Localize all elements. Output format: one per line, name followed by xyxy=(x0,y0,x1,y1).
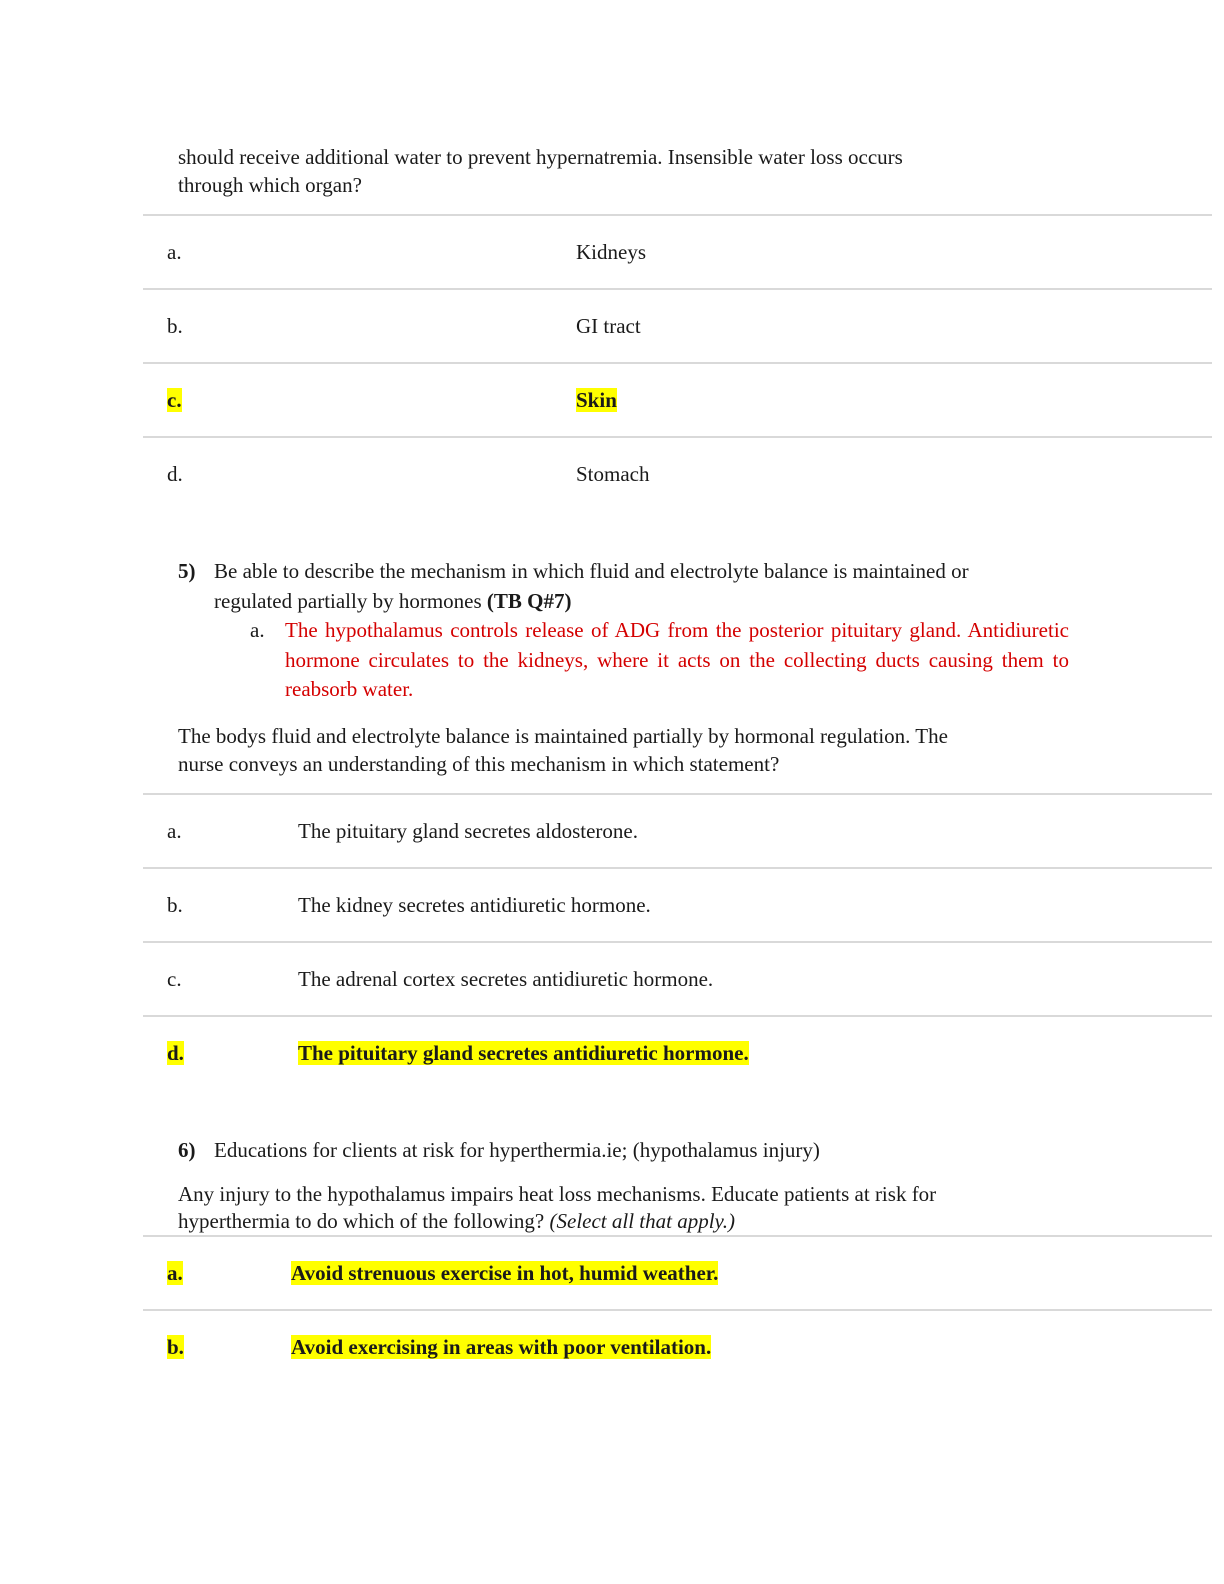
q6-stem-line2: hyperthermia to do which of the following? xyxy=(178,1209,545,1233)
q4-option-row xyxy=(143,215,1212,289)
q5-answer-line2: Antidiuretic hormone circulates to the kidneys, where it acts on the collecting ducts xyxy=(285,618,1069,672)
q6-stem xyxy=(178,1181,1078,1235)
q4-stem-line2: through which organ? xyxy=(178,173,362,197)
q5-option-row-correct xyxy=(143,1016,1212,1090)
q6-option-text: Avoid exercising in areas with poor ventilation. xyxy=(291,1335,712,1359)
q5-heading-line2: regulated partially by hormones xyxy=(214,589,482,613)
q5-option-text: The kidney secretes antidiuretic hormone. xyxy=(298,892,651,917)
q4-option-text: GI tract xyxy=(576,313,641,338)
q6-number: 6) xyxy=(178,1138,196,1162)
q4-stem xyxy=(178,143,1078,199)
q5-stem xyxy=(178,722,1078,778)
q5-option-letter: b. xyxy=(167,892,183,917)
q5-option-text: The adrenal cortex secretes antidiuretic hormone. xyxy=(298,966,714,991)
q4-stem-line1: should receive additional water to prevent hypernatremia. Insensible water loss occurs xyxy=(178,145,903,169)
q5-stem-line1: The bodys fluid and electrolyte balance is maintained partially by hormonal regulation. The xyxy=(178,724,948,748)
q4-option-row xyxy=(143,437,1212,511)
q4-option-letter: d. xyxy=(167,462,183,486)
q4-option-row-correct xyxy=(143,363,1212,437)
q5-option-letter: c. xyxy=(167,966,182,991)
q5-option-letter: d. xyxy=(167,1041,184,1065)
q4-option-text: Skin xyxy=(576,387,617,412)
q4-option-letter: a. xyxy=(167,239,182,264)
q4-option-text: Stomach xyxy=(576,462,650,486)
q5-option-row xyxy=(143,942,1212,1016)
q5-option-text: The pituitary gland secretes antidiuretic hormone. xyxy=(298,1041,749,1065)
q5-number: 5) xyxy=(178,559,196,583)
q5-sub-letter: a. xyxy=(250,618,265,642)
q6-stem-line1: Any injury to the hypothalamus impairs heat loss mechanisms. Educate patients at risk for xyxy=(178,1182,937,1206)
q6-option-row-correct xyxy=(143,1310,1212,1384)
q5-options-table xyxy=(143,793,1212,1090)
q6-heading xyxy=(178,1135,1078,1165)
q5-heading xyxy=(178,556,1078,616)
q5-heading-ref: (TB Q#7) xyxy=(486,589,572,613)
q4-option-letter: c. xyxy=(167,387,182,412)
q5-option-row xyxy=(143,794,1212,868)
q5-heading-line1: Be able to describe the mechanism in which fluid and electrolyte balance is maintained or xyxy=(214,559,969,583)
q5-answer-note xyxy=(250,616,1070,706)
q4-option-text: Kidneys xyxy=(576,239,646,264)
q4-option-row xyxy=(143,289,1212,363)
q6-stem-italic: (Select all that apply.) xyxy=(549,1209,735,1233)
q5-answer-line3: causing them to reabsorb water. xyxy=(285,647,1069,701)
q5-option-letter: a. xyxy=(167,818,182,843)
q5-option-text: The pituitary gland secretes aldosterone. xyxy=(298,818,638,843)
q5-option-row xyxy=(143,868,1212,942)
q6-option-row-correct xyxy=(143,1236,1212,1310)
q5-answer-line1: The hypothalamus controls release of ADG from the posterior pituitary gland. xyxy=(285,618,962,642)
q5-stem-line2: nurse conveys an understanding of this mechanism in which statement? xyxy=(178,752,780,776)
q4-option-letter: b. xyxy=(167,313,183,338)
q6-option-letter: a. xyxy=(167,1260,183,1285)
q4-options-table xyxy=(143,214,1212,511)
q6-option-letter: b. xyxy=(167,1335,184,1359)
q6-options-table xyxy=(143,1235,1212,1384)
q6-option-text: Avoid strenuous exercise in hot, humid weather. xyxy=(291,1260,719,1285)
q6-heading-text: Educations for clients at risk for hyperthermia.ie; (hypothalamus injury) xyxy=(214,1138,820,1162)
